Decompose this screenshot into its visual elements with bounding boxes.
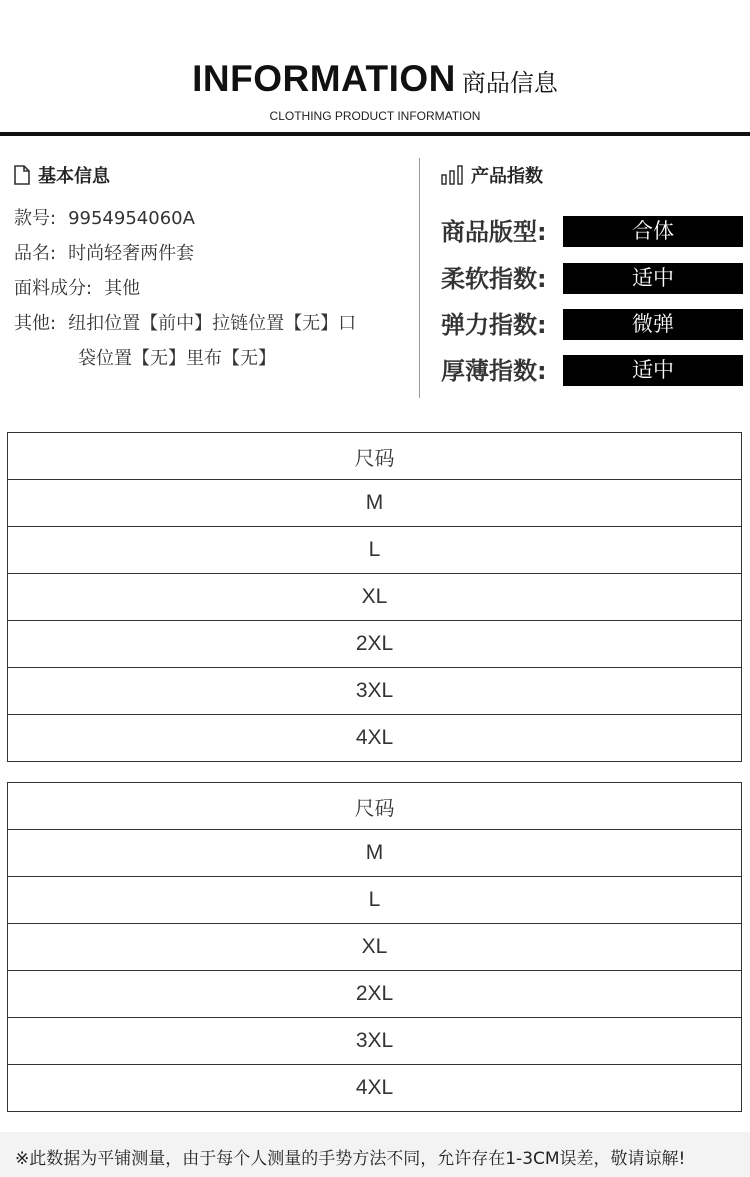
fabric-label: 面料成分: (14, 278, 93, 299)
other-row (14, 309, 356, 335)
index-row-elasticity (441, 308, 743, 342)
size-cell: M (8, 830, 742, 877)
product-name-label: 品名: (14, 243, 57, 264)
size-cell: 2XL (8, 621, 742, 668)
title-chinese: 商品信息 (461, 69, 558, 97)
style-number-value: 9954954060A (68, 208, 195, 229)
product-name-row (14, 239, 194, 265)
index-value-badge: 合体 (563, 216, 743, 247)
table-row (8, 924, 742, 971)
table-row (8, 1018, 742, 1065)
index-value-badge: 适中 (563, 263, 743, 294)
size-cell: M (8, 480, 742, 527)
index-label: 厚薄指数: (441, 357, 547, 385)
page-title (0, 58, 750, 100)
product-index-heading (441, 162, 543, 188)
table-row (8, 574, 742, 621)
table-row (8, 877, 742, 924)
table-row (8, 715, 742, 762)
other-row-continued (78, 344, 276, 370)
size-cell: 3XL (8, 668, 742, 715)
table-row (8, 830, 742, 877)
fabric-row (14, 274, 140, 300)
size-cell: 4XL (8, 1065, 742, 1112)
index-row-thickness (441, 354, 743, 388)
other-label: 其他: (14, 313, 57, 334)
bar-chart-icon (441, 165, 463, 185)
page-subtitle: CLOTHING PRODUCT INFORMATION (269, 109, 481, 123)
measurement-disclaimer: ※此数据为平铺测量，由于每个人测量的手势方法不同，允许存在1-3CM误差，敬请谅解! (15, 1149, 686, 1169)
other-value-line2: 袋位置【无】里布【无】 (78, 348, 276, 369)
table-row (8, 668, 742, 715)
footer-note-bar (0, 1132, 750, 1177)
table-row (8, 527, 742, 574)
table-row (8, 1065, 742, 1112)
table-row (8, 480, 742, 527)
document-icon (14, 165, 30, 185)
size-table-header-row (8, 783, 742, 830)
index-value-badge: 微弹 (563, 309, 743, 340)
index-row-fit (441, 215, 743, 249)
table-row (8, 971, 742, 1018)
size-table-header-row (8, 433, 742, 480)
size-table-2 (7, 782, 742, 1112)
header-divider (0, 132, 750, 136)
size-cell: L (8, 527, 742, 574)
title-english: INFORMATION (192, 58, 456, 99)
size-table-1 (7, 432, 742, 762)
info-section (0, 150, 750, 400)
table-row (8, 621, 742, 668)
size-cell: XL (8, 924, 742, 971)
index-label: 柔软指数: (441, 265, 547, 293)
index-label: 商品版型: (441, 218, 547, 246)
size-cell: 3XL (8, 1018, 742, 1065)
product-name-value: 时尚轻奢两件套 (68, 243, 195, 264)
size-cell: L (8, 877, 742, 924)
index-value-badge: 适中 (563, 355, 743, 386)
size-cell: XL (8, 574, 742, 621)
size-cell: 4XL (8, 715, 742, 762)
basic-info-title: 基本信息 (38, 166, 110, 187)
other-value-line1: 纽扣位置【前中】拉链位置【无】口 (68, 313, 357, 334)
column-divider (419, 158, 420, 398)
product-index-title: 产品指数 (471, 166, 543, 187)
style-number-row (14, 204, 195, 230)
index-label: 弹力指数: (441, 311, 547, 339)
page-header (0, 0, 750, 136)
fabric-value: 其他 (104, 278, 141, 299)
size-header-cell: 尺码 (8, 783, 742, 830)
size-header-cell: 尺码 (8, 433, 742, 480)
style-number-label: 款号: (14, 208, 57, 229)
index-row-softness (441, 262, 743, 296)
size-cell: 2XL (8, 971, 742, 1018)
basic-info-heading (14, 162, 110, 188)
